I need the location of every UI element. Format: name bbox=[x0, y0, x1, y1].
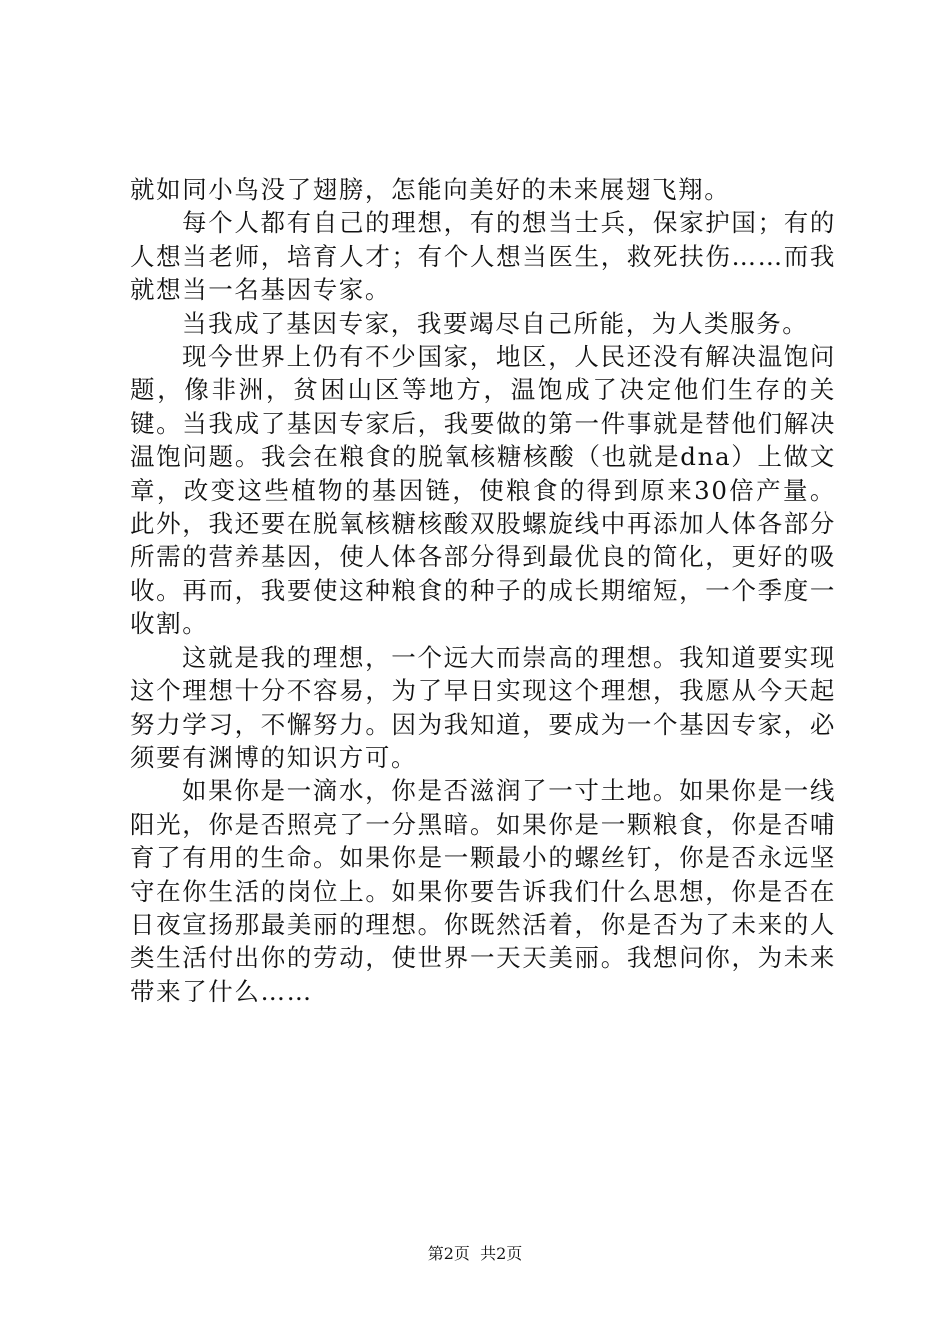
paragraph-1: 就如同小鸟没了翅膀，怎能向美好的未来展翅飞翔。 bbox=[130, 175, 731, 204]
page-total: 共2页 bbox=[480, 1244, 523, 1263]
document-body bbox=[130, 173, 836, 1008]
page-number: 第2页 bbox=[427, 1244, 470, 1263]
paragraph-4: 现今世界上仍有不少国家，地区，人民还没有解决温饱问题，像非洲，贫困山区等地方，温饱成了决定他们生存的关键。当我成了基因专家后，我要做的第一件事就是替他们解决温饱问题。我会在粮食的脱氧核糖核酸（也就是dna）上做文章，改变这些植物的基因链，使粮食的得到原来30倍产量。此外，我还要在脱氧核糖核酸双股螺旋线中再添加人体各部分所需的营养基因，使人体各部分得到最优良的简化，更好的吸收。再而，我要使这种粮食的种子的成长期缩短，一个季度一收割。 bbox=[130, 342, 836, 639]
paragraph-3: 当我成了基因专家，我要竭尽自己所能，为人类服务。 bbox=[182, 308, 809, 338]
paragraph-5: 这就是我的理想，一个远大而崇高的理想。我知道要实现这个理想十分不容易，为了早日实现这个理想，我愿从今天起努力学习，不懈努力。因为我知道，要成为一个基因专家，必须要有渊博的知识方可。 bbox=[130, 642, 836, 772]
paragraph-6: 如果你是一滴水，你是否滋润了一寸土地。如果你是一线阳光，你是否照亮了一分黑暗。如果你是一颗粮食，你是否哺育了有用的生命。如果你是一颗最小的螺丝钉，你是否永远坚守在你生活的岗位上。如果你要告诉我们什么思想，你是否在日夜宣扬那最美丽的理想。你既然活着，你是否为了未来的人类生活付出你的劳动，使世界一天天美丽。我想问你，为未来带来了什么…… bbox=[130, 776, 836, 1006]
page-footer bbox=[0, 1243, 950, 1265]
paragraph-2: 每个人都有自己的理想，有的想当士兵，保家护国；有的人想当老师，培育人才；有个人想当医生，救死扶伤……而我就想当一名基因专家。 bbox=[130, 208, 836, 305]
